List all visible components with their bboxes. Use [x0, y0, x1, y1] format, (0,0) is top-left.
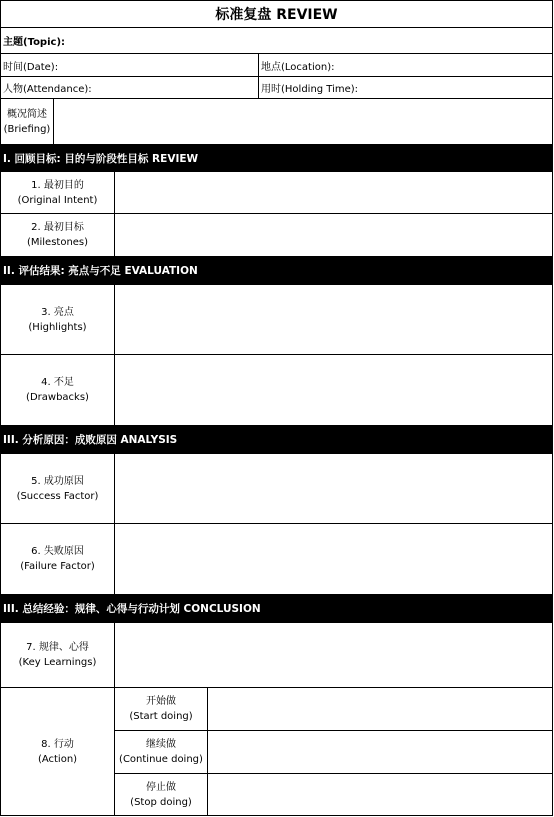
- drawbacks-label-cell: [0, 354, 115, 426]
- section-evaluation-title: II. 评估结果: 亮点与不足 EVALUATION: [3, 265, 198, 277]
- topic-row[interactable]: [0, 27, 553, 54]
- milestones-label-en: (Milestones): [26, 237, 89, 248]
- failure-label-cell: [0, 523, 115, 595]
- success-content-cell[interactable]: [114, 453, 553, 524]
- location-label: 地点(Location):: [261, 61, 335, 73]
- learnings-content-cell[interactable]: [114, 622, 553, 688]
- success-label-cn: 5. 成功原因: [31, 475, 84, 487]
- intent-label-cn: 1. 最初目的: [31, 179, 84, 191]
- section-evaluation-header: [0, 256, 553, 285]
- success-label-en: (Success Factor): [16, 490, 99, 502]
- briefing-label-en: (Briefing): [3, 123, 51, 135]
- action-label-cn: 8. 行动: [41, 738, 74, 750]
- holding-time-cell[interactable]: [258, 76, 553, 99]
- briefing-label-cell: [0, 98, 54, 145]
- action-label-cell: [0, 687, 115, 816]
- start-doing-cn: 开始做: [146, 696, 176, 707]
- intent-label-cell: [0, 171, 115, 214]
- stop-doing-content-cell[interactable]: [207, 773, 553, 816]
- learnings-label-cell: [0, 622, 115, 688]
- failure-label-cn: 6. 失败原因: [31, 546, 84, 557]
- briefing-label-cn: 概况简述: [7, 108, 47, 120]
- continue-doing-en: (Continue doing): [119, 754, 203, 765]
- start-doing-en: (Start doing): [129, 711, 193, 722]
- failure-content-cell[interactable]: [114, 523, 553, 595]
- attendance-cell[interactable]: [0, 76, 259, 99]
- location-cell[interactable]: [258, 53, 553, 77]
- section-conclusion-title: III. 总结经验：规律、心得与行动计划 CONCLUSION: [3, 603, 261, 615]
- milestones-label-cell: [0, 213, 115, 257]
- action-label-en: (Action): [37, 753, 78, 765]
- highlights-label-cell: [0, 284, 115, 355]
- learnings-label-cn: 7. 规律、心得: [26, 642, 89, 653]
- continue-doing-content-cell[interactable]: [207, 730, 553, 774]
- intent-label-en: (Original Intent): [17, 194, 98, 206]
- continue-doing-label-cell: [114, 730, 208, 774]
- highlights-label-cn: 3. 亮点: [41, 306, 74, 318]
- section-review-header: [0, 144, 553, 172]
- section-conclusion-header: [0, 594, 553, 623]
- date-label: 时间(Date):: [3, 61, 59, 73]
- stop-doing-cn: 停止做: [146, 781, 176, 793]
- holding-time-label: 用时(Holding Time):: [261, 84, 359, 95]
- start-doing-label-cell: [114, 687, 208, 731]
- page-title: [0, 0, 553, 28]
- highlights-content-cell[interactable]: [114, 284, 553, 355]
- milestones-content-cell[interactable]: [114, 213, 553, 257]
- intent-content-cell[interactable]: [114, 171, 553, 214]
- learnings-label-en: (Key Learnings): [18, 657, 97, 668]
- drawbacks-label-cn: 4. 不足: [41, 377, 74, 388]
- drawbacks-content-cell[interactable]: [114, 354, 553, 426]
- section-analysis-title: III. 分析原因：成败原因 ANALYSIS: [3, 434, 178, 446]
- date-cell[interactable]: [0, 53, 259, 77]
- success-label-cell: [0, 453, 115, 524]
- drawbacks-label-en: (Drawbacks): [26, 392, 89, 403]
- section-review-title: I. 回顾目标: 目的与阶段性目标 REVIEW: [3, 152, 199, 165]
- section-analysis-header: [0, 425, 553, 454]
- attendance-label: 人物(Attendance):: [3, 84, 92, 95]
- start-doing-content-cell[interactable]: [207, 687, 553, 731]
- title-text: 标准复盘 REVIEW: [215, 7, 338, 23]
- highlights-label-en: (Highlights): [28, 321, 87, 333]
- stop-doing-label-cell: [114, 773, 208, 816]
- topic-label: 主题(Topic):: [3, 37, 66, 48]
- failure-label-en: (Failure Factor): [20, 561, 95, 572]
- milestones-label-cn: 2. 最初目标: [31, 222, 84, 233]
- briefing-content-cell[interactable]: [53, 98, 553, 145]
- continue-doing-cn: 继续做: [146, 739, 176, 750]
- stop-doing-en: (Stop doing): [130, 796, 192, 808]
